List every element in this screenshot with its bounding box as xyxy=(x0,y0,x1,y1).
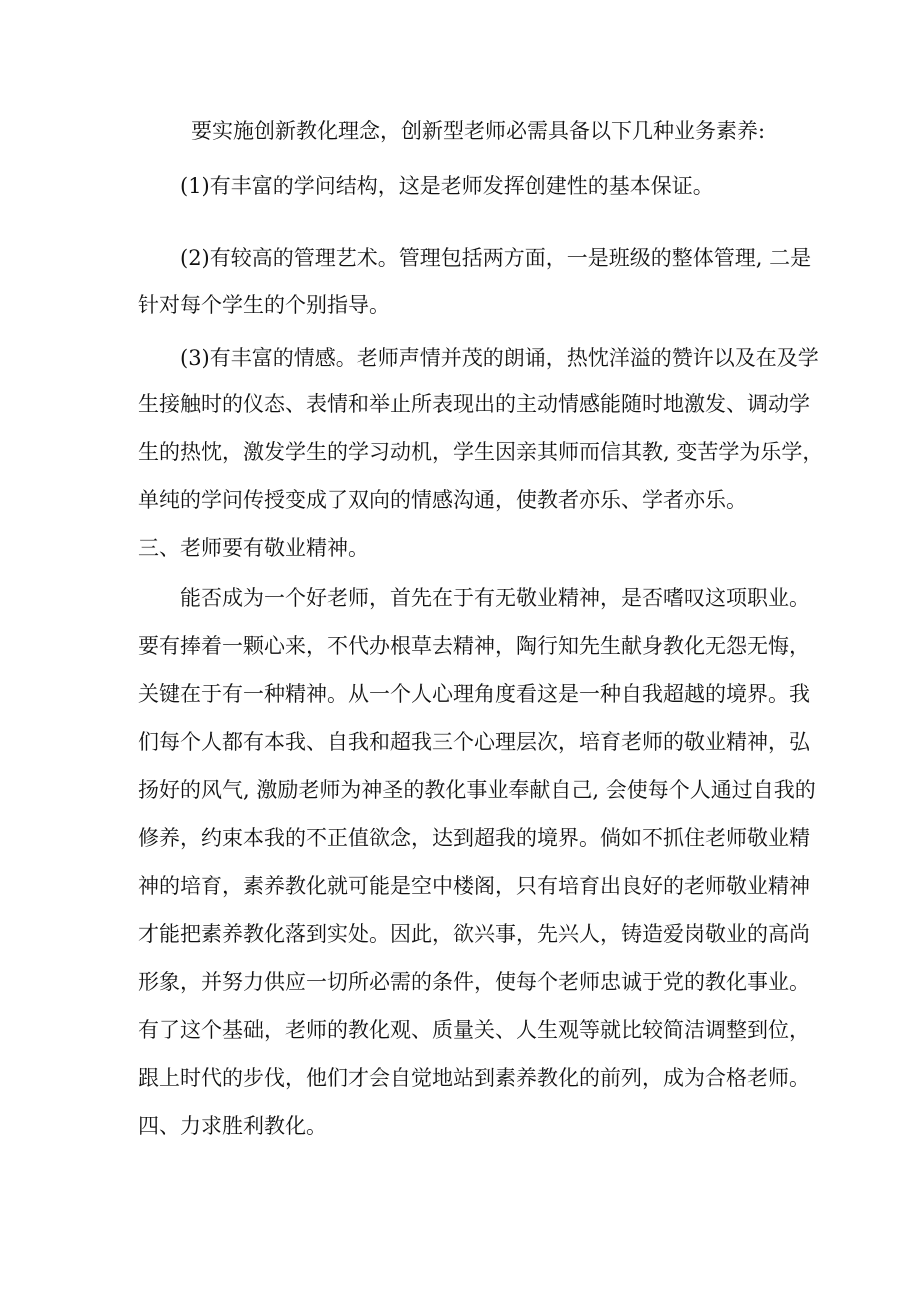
item-3-line-3: 生的热忱，激发学生的学习动机，学生因亲其师而信其教, 变苦学为乐学， xyxy=(138,440,824,464)
para-3-line-4: 们每个人都有本我、自我和超我三个心理层次，培育老师的敬业精神，弘 xyxy=(138,730,810,754)
para-3-line-2: 要有捧着一颗心来，不代办根草去精神，陶行知先生献身教化无怨无悔， xyxy=(138,634,810,658)
para-3-line-3: 关键在于有一种精神。从一个人心理角度看这是一种自我超越的境界。我 xyxy=(138,682,810,706)
section-heading-3: 三、老师要有敬业精神。 xyxy=(138,536,369,560)
para-3-line-5: 扬好的风气, 激励老师为神圣的教化事业奉献自己, 会使每个人通过自我的 xyxy=(138,778,816,802)
item-2-line-1: (2)有较高的管理艺术。管理包括两方面，一是班级的整体管理, 二是 xyxy=(180,246,812,270)
intro-paragraph: 要实施创新教化理念，创新型老师必需具备以下几种业务素养: xyxy=(191,119,766,143)
para-3-line-7: 神的培育，素养教化就可能是空中楼阁，只有培育出良好的老师敬业精神 xyxy=(138,874,810,898)
para-3-line-1: 能否成为一个好老师，首先在于有无敬业精神，是否嗜叹这项职业。 xyxy=(180,586,810,610)
para-3-line-9: 形象，并努力供应一切所必需的条件，使每个老师忠诚于党的教化事业。 xyxy=(138,970,810,994)
section-heading-4: 四、力求胜利教化。 xyxy=(138,1114,327,1138)
para-3-line-6: 修养，约束本我的不正值欲念，达到超我的境界。倘如不抓住老师敬业精 xyxy=(138,826,810,850)
item-1: (1)有丰富的学问结构，这是老师发挥创建性的基本保证。 xyxy=(180,174,714,198)
para-3-line-10: 有了这个基础，老师的教化观、质量关、人生观等就比较简洁调整到位， xyxy=(138,1018,810,1042)
para-3-line-11: 跟上时代的步伐，他们才会自觉地站到素养教化的前列，成为合格老师。 xyxy=(138,1066,810,1090)
item-2-line-2: 针对每个学生的个别指导。 xyxy=(138,293,390,317)
item-3-line-1: (3)有丰富的情感。老师声情并茂的朗诵，热忱洋溢的赞许以及在及学 xyxy=(180,346,819,370)
item-3-line-2: 生接触时的仪态、表情和举止所表现出的主动情感能随时地激发、调动学 xyxy=(138,392,810,416)
para-3-line-8: 才能把素养教化落到实处。因此，欲兴事，先兴人，铸造爱岗敬业的高尚 xyxy=(138,922,810,946)
item-3-line-4: 单纯的学问传授变成了双向的情感沟通，使教者亦乐、学者亦乐。 xyxy=(138,488,747,512)
